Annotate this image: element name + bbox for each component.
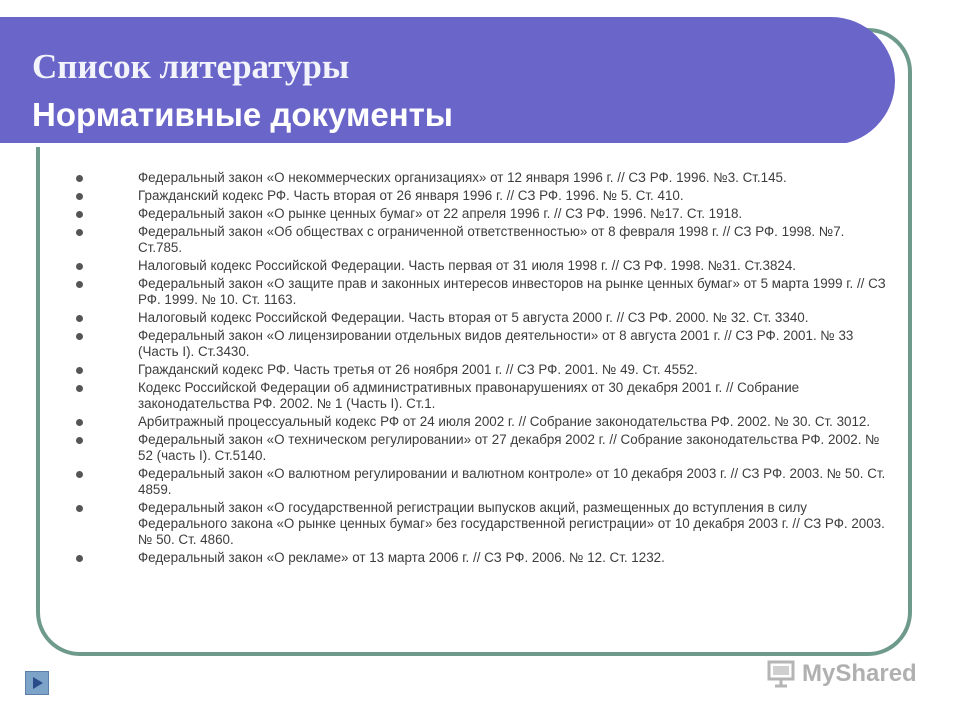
reference-item — [76, 206, 891, 222]
reference-item — [76, 276, 891, 308]
reference-text: Федеральный закон «О лицензировании отдельных видов деятельности» от 8 августа 2001 г. // СЗ РФ. 2001. № 33 (Часть I). Ст.3430. — [138, 328, 854, 359]
reference-item — [76, 224, 891, 256]
reference-text: Федеральный закон «О рекламе» от 13 марта 2006 г. // СЗ РФ. 2006. № 12. Ст. 1232. — [138, 550, 665, 565]
reference-text: Федеральный закон «О некоммерческих организациях» от 12 января 1996 г. // СЗ РФ. 1996. №3. Ст.145. — [138, 170, 787, 185]
bullet-icon — [76, 175, 83, 182]
bullet-icon — [76, 333, 83, 340]
reference-text: Федеральный закон «Об обществах с ограниченной ответственностью» от 8 февраля 1998 г. // СЗ РФ. 1998. №7. Ст.785. — [138, 224, 845, 255]
reference-text: Арбитражный процессуальный кодекс РФ от 24 июля 2002 г. // Собрание законодательства РФ. 2002. № 30. Ст. 3012. — [138, 414, 871, 429]
header-band — [0, 17, 895, 145]
reference-item — [76, 466, 891, 498]
slide-subtitle: Нормативные документы — [32, 96, 453, 133]
next-slide-button[interactable] — [25, 671, 49, 695]
watermark-logo — [766, 656, 926, 692]
reference-item — [76, 414, 891, 430]
reference-item — [76, 258, 891, 274]
bullet-icon — [76, 437, 83, 444]
reference-text: Федеральный закон «О защите прав и законных интересов инвесторов на рынке ценных бумаг» от 5 марта 1999 г. // СЗ РФ. 1999. № 10. Ст. 1163. — [138, 276, 886, 307]
reference-text: Кодекс Российской Федерации об административных правонарушениях от 30 декабря 2001 г. // Собрание законодательства РФ. 2002. № 1 (Часть I). Ст.1. — [138, 380, 800, 411]
reference-text: Гражданский кодекс РФ. Часть вторая от 26 января 1996 г. // СЗ РФ. 1996. № 5. Ст. 410. — [138, 188, 684, 203]
reference-text: Федеральный закон «О валютном регулировании и валютном контроле» от 10 декабря 2003 г. // СЗ РФ. 2003. № 50. Ст. 4859. — [138, 466, 886, 497]
slide-title: Список литературы — [32, 47, 350, 86]
bullet-icon — [76, 385, 83, 392]
bullet-icon — [76, 229, 83, 236]
reference-item — [76, 380, 891, 412]
bullet-icon — [76, 281, 83, 288]
reference-text: Федеральный закон «О рынке ценных бумаг» от 22 апреля 1996 г. // СЗ РФ. 1996. №17. Ст. 1918. — [138, 206, 743, 221]
reference-item — [76, 188, 891, 204]
bullet-icon — [76, 555, 83, 562]
reference-text: Гражданский кодекс РФ. Часть третья от 26 ноября 2001 г. // СЗ РФ. 2001. № 49. Ст. 4552. — [138, 362, 698, 377]
reference-text: Налоговый кодекс Российской Федерации. Часть вторая от 5 августа 2000 г. // СЗ РФ. 2000. № 32. Ст. 3340. — [138, 310, 809, 325]
reference-text: Налоговый кодекс Российской Федерации. Часть первая от 31 июля 1998 г. // СЗ РФ. 1998. №31. Ст.3824. — [138, 258, 797, 273]
reference-item — [76, 310, 891, 326]
reference-item — [76, 170, 891, 186]
reference-text: Федеральный закон «О техническом регулировании» от 27 декабря 2002 г. // Собрание законодательства РФ. 2002. № 52 (часть I). Ст.5140. — [138, 432, 880, 463]
reference-item — [76, 500, 891, 548]
reference-list — [76, 170, 891, 568]
bullet-icon — [76, 471, 83, 478]
bullet-icon — [76, 263, 83, 270]
bullet-icon — [76, 505, 83, 512]
bullet-icon — [76, 193, 83, 200]
watermark-text: MyShared — [802, 660, 917, 687]
play-icon — [33, 677, 43, 689]
presentation-board-icon — [766, 658, 796, 688]
bullet-icon — [76, 419, 83, 426]
reference-item — [76, 362, 891, 378]
bullet-icon — [76, 315, 83, 322]
reference-item — [76, 550, 891, 566]
header-divider — [0, 143, 848, 147]
reference-item — [76, 328, 891, 360]
bullet-icon — [76, 211, 83, 218]
reference-text: Федеральный закон «О государственной регистрации выпусков акций, размещенных до вступления в силу Федерального закона «О рынке ценных бумаг» без государственной регистрации» от 10 декабря 2003 г. // СЗ РФ. 2003. № 50. Ст. 4860. — [138, 500, 885, 547]
reference-item — [76, 432, 891, 464]
bullet-icon — [76, 367, 83, 374]
